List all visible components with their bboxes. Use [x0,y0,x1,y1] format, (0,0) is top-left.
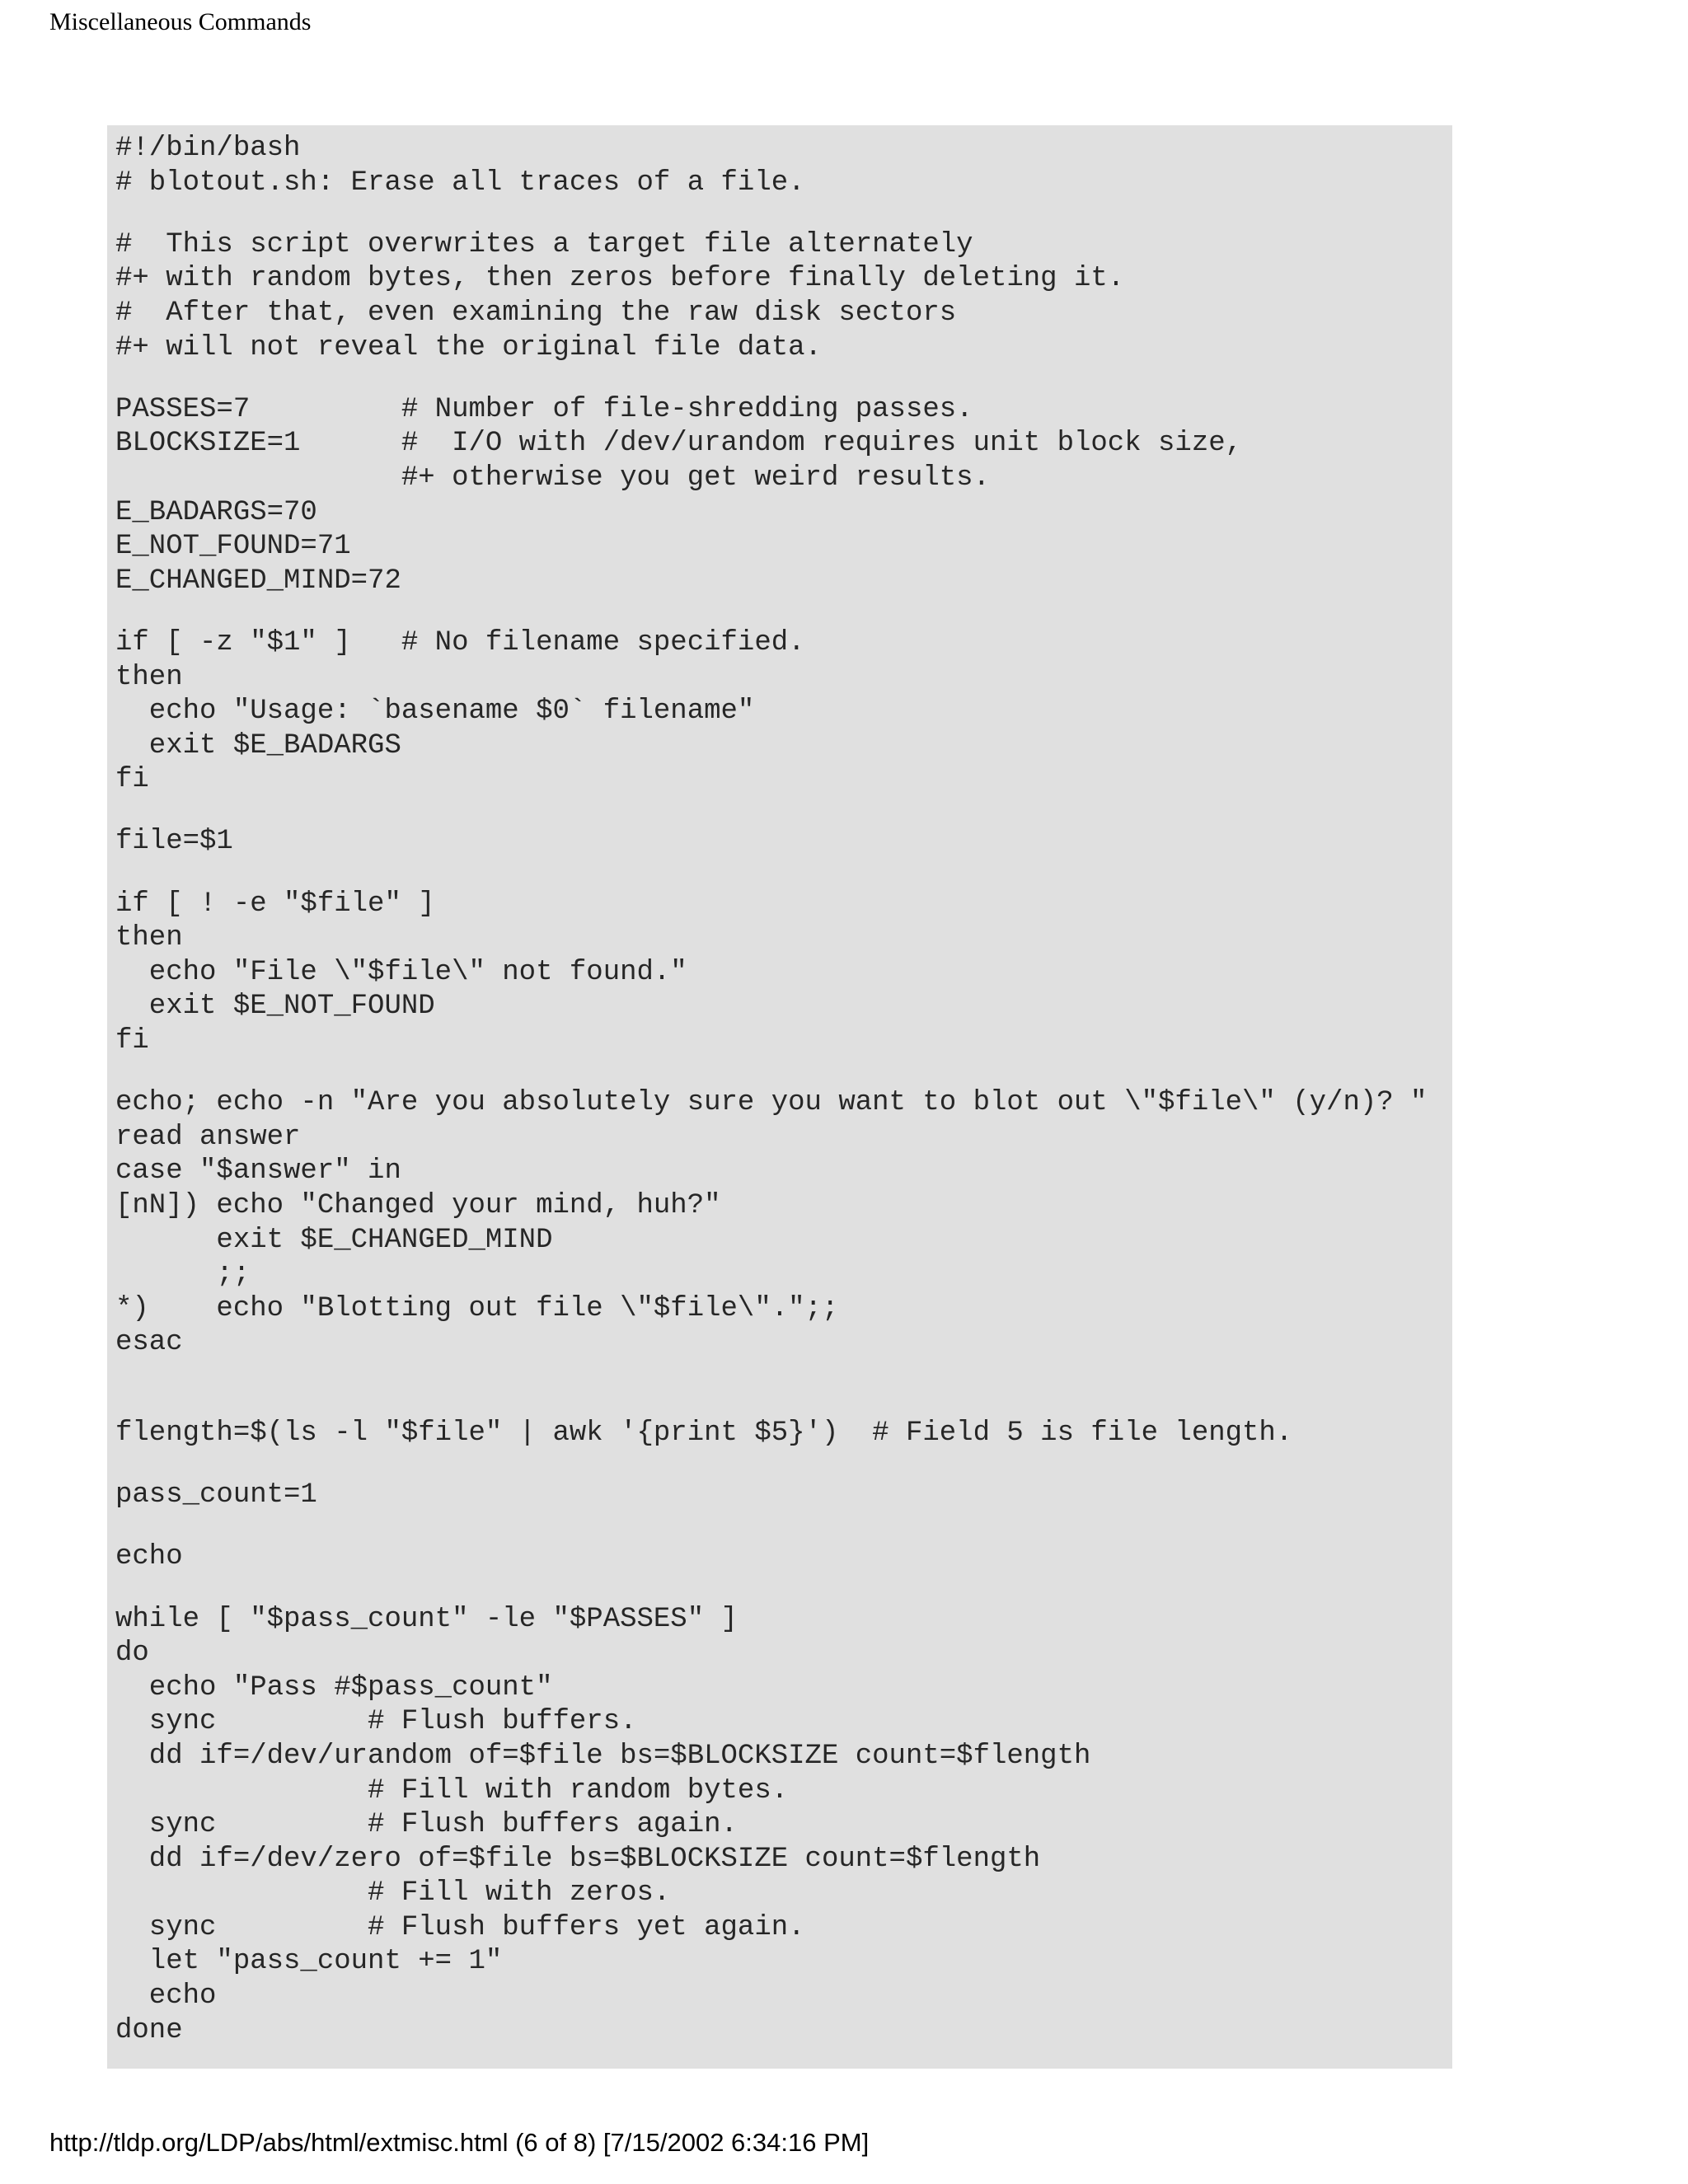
code-line: echo [115,1980,217,2013]
code-line: let "pass_count += 1" [115,1946,503,1978]
page-footer-url: http://tldp.org/LDP/abs/html/extmisc.html (6 of 8) [7/15/2002 6:34:16 PM] [49,2128,870,2157]
code-line: esac [115,1327,183,1359]
code-line: E_CHANGED_MIND=72 [115,565,401,597]
page-header-title: Miscellaneous Commands [49,8,312,35]
code-line: case "$answer" in [115,1155,401,1188]
code-line: echo "Pass #$pass_count" [115,1671,553,1704]
code-line: fi [115,1025,149,1057]
code-line: fi [115,764,149,796]
code-listing [107,125,1452,2069]
code-line: dd if=/dev/zero of=$file bs=$BLOCKSIZE count=$flength [115,1843,1041,1875]
code-line: E_NOT_FOUND=71 [115,531,351,563]
code-blank-line [115,200,1452,228]
code-line: exit $E_BADARGS [115,729,401,762]
code-blank-line [115,1575,1452,1603]
code-blank-line [115,1361,1452,1417]
code-line: exit $E_NOT_FOUND [115,991,435,1023]
code-line: PASSES=7 # Number of file-shredding passes. [115,393,973,425]
code-line: *) echo "Blotting out file \"$file\".";; [115,1292,839,1324]
code-line: echo "File \"$file\" not found." [115,956,687,988]
code-line: E_BADARGS=70 [115,496,317,528]
code-line: exit $E_CHANGED_MIND [115,1224,553,1256]
code-line: [nN]) echo "Changed your mind, huh?" [115,1190,721,1221]
code-blank-line [115,1451,1452,1479]
code-line: sync # Flush buffers. [115,1706,637,1738]
code-blank-line [115,1513,1452,1541]
code-blank-line [115,798,1452,826]
code-line: echo "Usage: `basename $0` filename" [115,696,755,728]
code-line: #+ otherwise you get weird results. [115,462,990,494]
code-line: do [115,1638,149,1670]
code-line: then [115,661,183,693]
code-line: ;; [115,1258,251,1291]
code-line: # Fill with zeros. [115,1877,671,1910]
code-line: file=$1 [115,826,233,858]
code-line: # After that, even examining the raw disk sectors [115,297,957,329]
code-blank-line [115,365,1452,393]
code-blank-line [115,1059,1452,1087]
code-line: # Fill with random bytes. [115,1774,789,1807]
code-blank-line [115,598,1452,626]
code-line: if [ -z "$1" ] # No filename specified. [115,626,805,658]
code-line: #+ with random bytes, then zeros before finally deleting it. [115,263,1125,295]
code-line: flength=$(ls -l "$file" | awk '{print $5}') # Field 5 is file length. [115,1417,1293,1449]
code-line: # blotout.sh: Erase all traces of a file. [115,166,805,199]
code-line: pass_count=1 [115,1479,317,1511]
code-line: # This script overwrites a target file alternately [115,228,973,260]
code-line: BLOCKSIZE=1 # I/O with /dev/urandom requires unit block size, [115,428,1243,460]
code-line: then [115,922,183,954]
code-line: while [ "$pass_count" -le "$PASSES" ] [115,1603,738,1635]
code-blank-line [115,860,1452,888]
code-line: #!/bin/bash [115,133,301,164]
code-line: done [115,2014,183,2046]
code-line: if [ ! -e "$file" ] [115,888,435,920]
code-line: dd if=/dev/urandom of=$file bs=$BLOCKSIZE count=$flength [115,1740,1091,1772]
code-line: echo [115,1541,183,1573]
code-line: read answer [115,1121,301,1153]
code-line: #+ will not reveal the original file data. [115,331,822,363]
code-line: echo; echo -n "Are you absolutely sure you want to blot out \"$file\" (y/n)? " [115,1087,1428,1119]
code-line: sync # Flush buffers again. [115,1809,738,1841]
code-line: sync # Flush buffers yet again. [115,1911,805,1943]
